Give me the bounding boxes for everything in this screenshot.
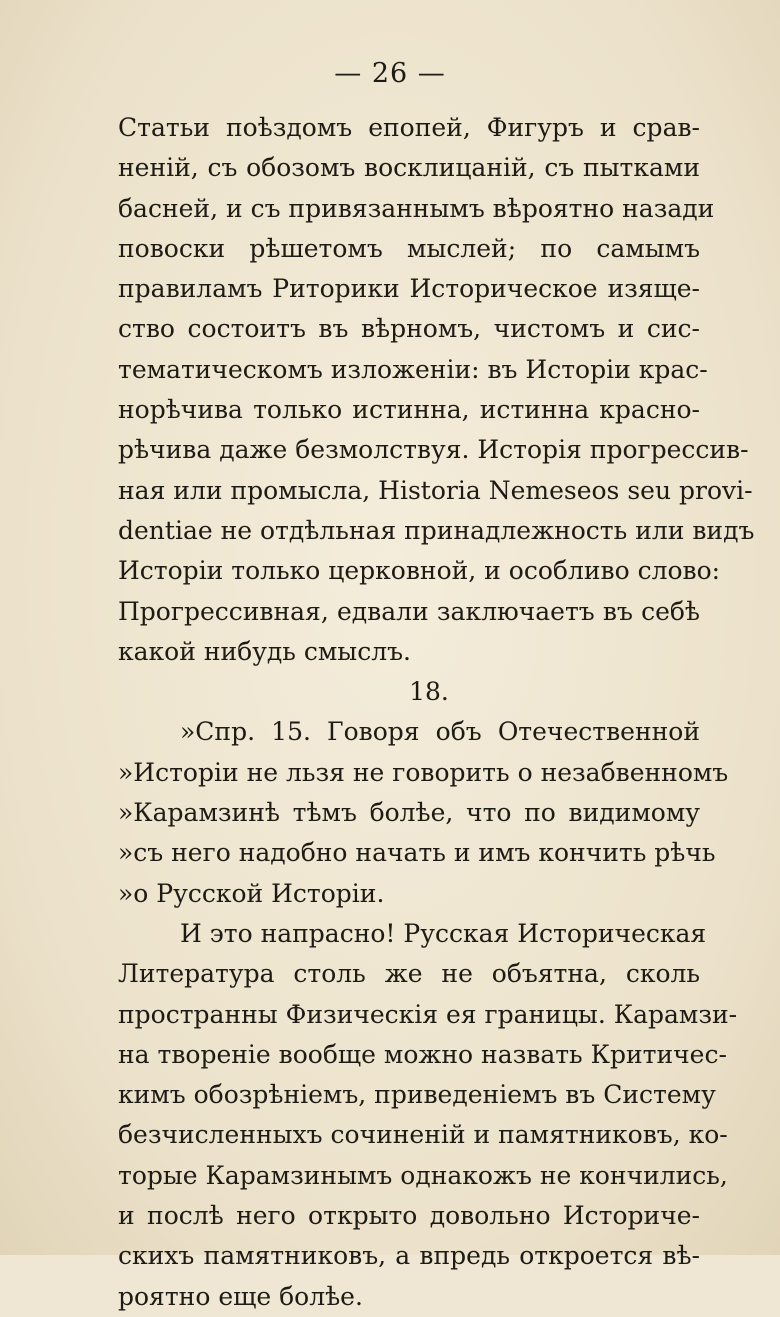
text-line: кимъ обозрѣнiемъ, приведенiемъ въ Систему bbox=[118, 1080, 716, 1110]
text-line: »Карамзинѣ тѣмъ болѣе, что по видимому bbox=[118, 798, 700, 828]
text-line: и послѣ него открыто довольно Историче- bbox=[118, 1201, 700, 1231]
text-line: басней, и съ привязаннымъ вѣроятно назади bbox=[118, 193, 715, 223]
page-number-header: — 26 — bbox=[334, 58, 446, 89]
text-line: пространны Физическiя ея границы. Карамзи- bbox=[118, 999, 738, 1029]
text-line: dentiae не отдѣльная принадлежность или видъ bbox=[118, 515, 755, 545]
text-line: норѣчива только истинна, истинна красно- bbox=[118, 395, 700, 425]
section-heading: 18. bbox=[409, 677, 449, 707]
paragraph-quote bbox=[118, 712, 729, 913]
text-line: какой нибудь смыслъ. bbox=[118, 636, 411, 666]
text-line: Прогрессивная, едвали заключаетъ въ себѣ bbox=[118, 596, 700, 626]
page-text bbox=[118, 108, 755, 1317]
text-line: »съ него надобно начать и имъ кончить рѣчь bbox=[118, 838, 716, 868]
section-number bbox=[118, 672, 700, 712]
text-line: правиламъ Риторики Историческое изяще- bbox=[118, 274, 700, 304]
text-line: »Спр. 15. Говоря объ Отечественной bbox=[180, 717, 700, 747]
text-line: ство состоитъ въ вѣрномъ, чистомъ и сис- bbox=[118, 314, 700, 344]
text-line: роятно еще болѣе. bbox=[118, 1281, 363, 1311]
text-line: на творенiе вообще можно назвать Критичес- bbox=[118, 1039, 727, 1069]
text-line: ненiй, съ обозомъ восклицанiй, съ пытками bbox=[118, 153, 700, 183]
text-line: И это напрасно! Русская Историческая bbox=[180, 918, 707, 948]
paragraph-1 bbox=[118, 108, 755, 672]
text-line: Статьи поѣздомъ епопей, Фигуръ и срав- bbox=[118, 113, 700, 142]
text-line: скихъ памятниковъ, а впредь откроется вѣ- bbox=[118, 1241, 700, 1271]
text-line: ная или промысла, Historia Nemeseos seu provi- bbox=[118, 475, 753, 505]
text-line: рѣчива даже безмолствуя. Исторiя прогрессив- bbox=[118, 435, 749, 465]
text-line: безчисленныхъ сочиненiй и памятниковъ, ко- bbox=[118, 1120, 728, 1150]
text-line: повоски рѣшетомъ мыслей; по самымъ bbox=[118, 233, 700, 263]
text-line: Литература столь же не объятна, сколь bbox=[118, 959, 700, 989]
text-line: »о Русской Исторiи. bbox=[118, 878, 385, 908]
text-line: торые Карамзинымъ однакожъ не кончились, bbox=[118, 1160, 728, 1190]
text-line: »Исторiи не льзя не говорить о незабвенномъ bbox=[118, 757, 729, 787]
paragraph-4 bbox=[118, 914, 738, 1317]
text-line: Исторiи только церковной, и особливо слово: bbox=[118, 556, 721, 586]
text-line: тематическомъ изложенiи: въ Исторiи крас- bbox=[118, 354, 708, 384]
